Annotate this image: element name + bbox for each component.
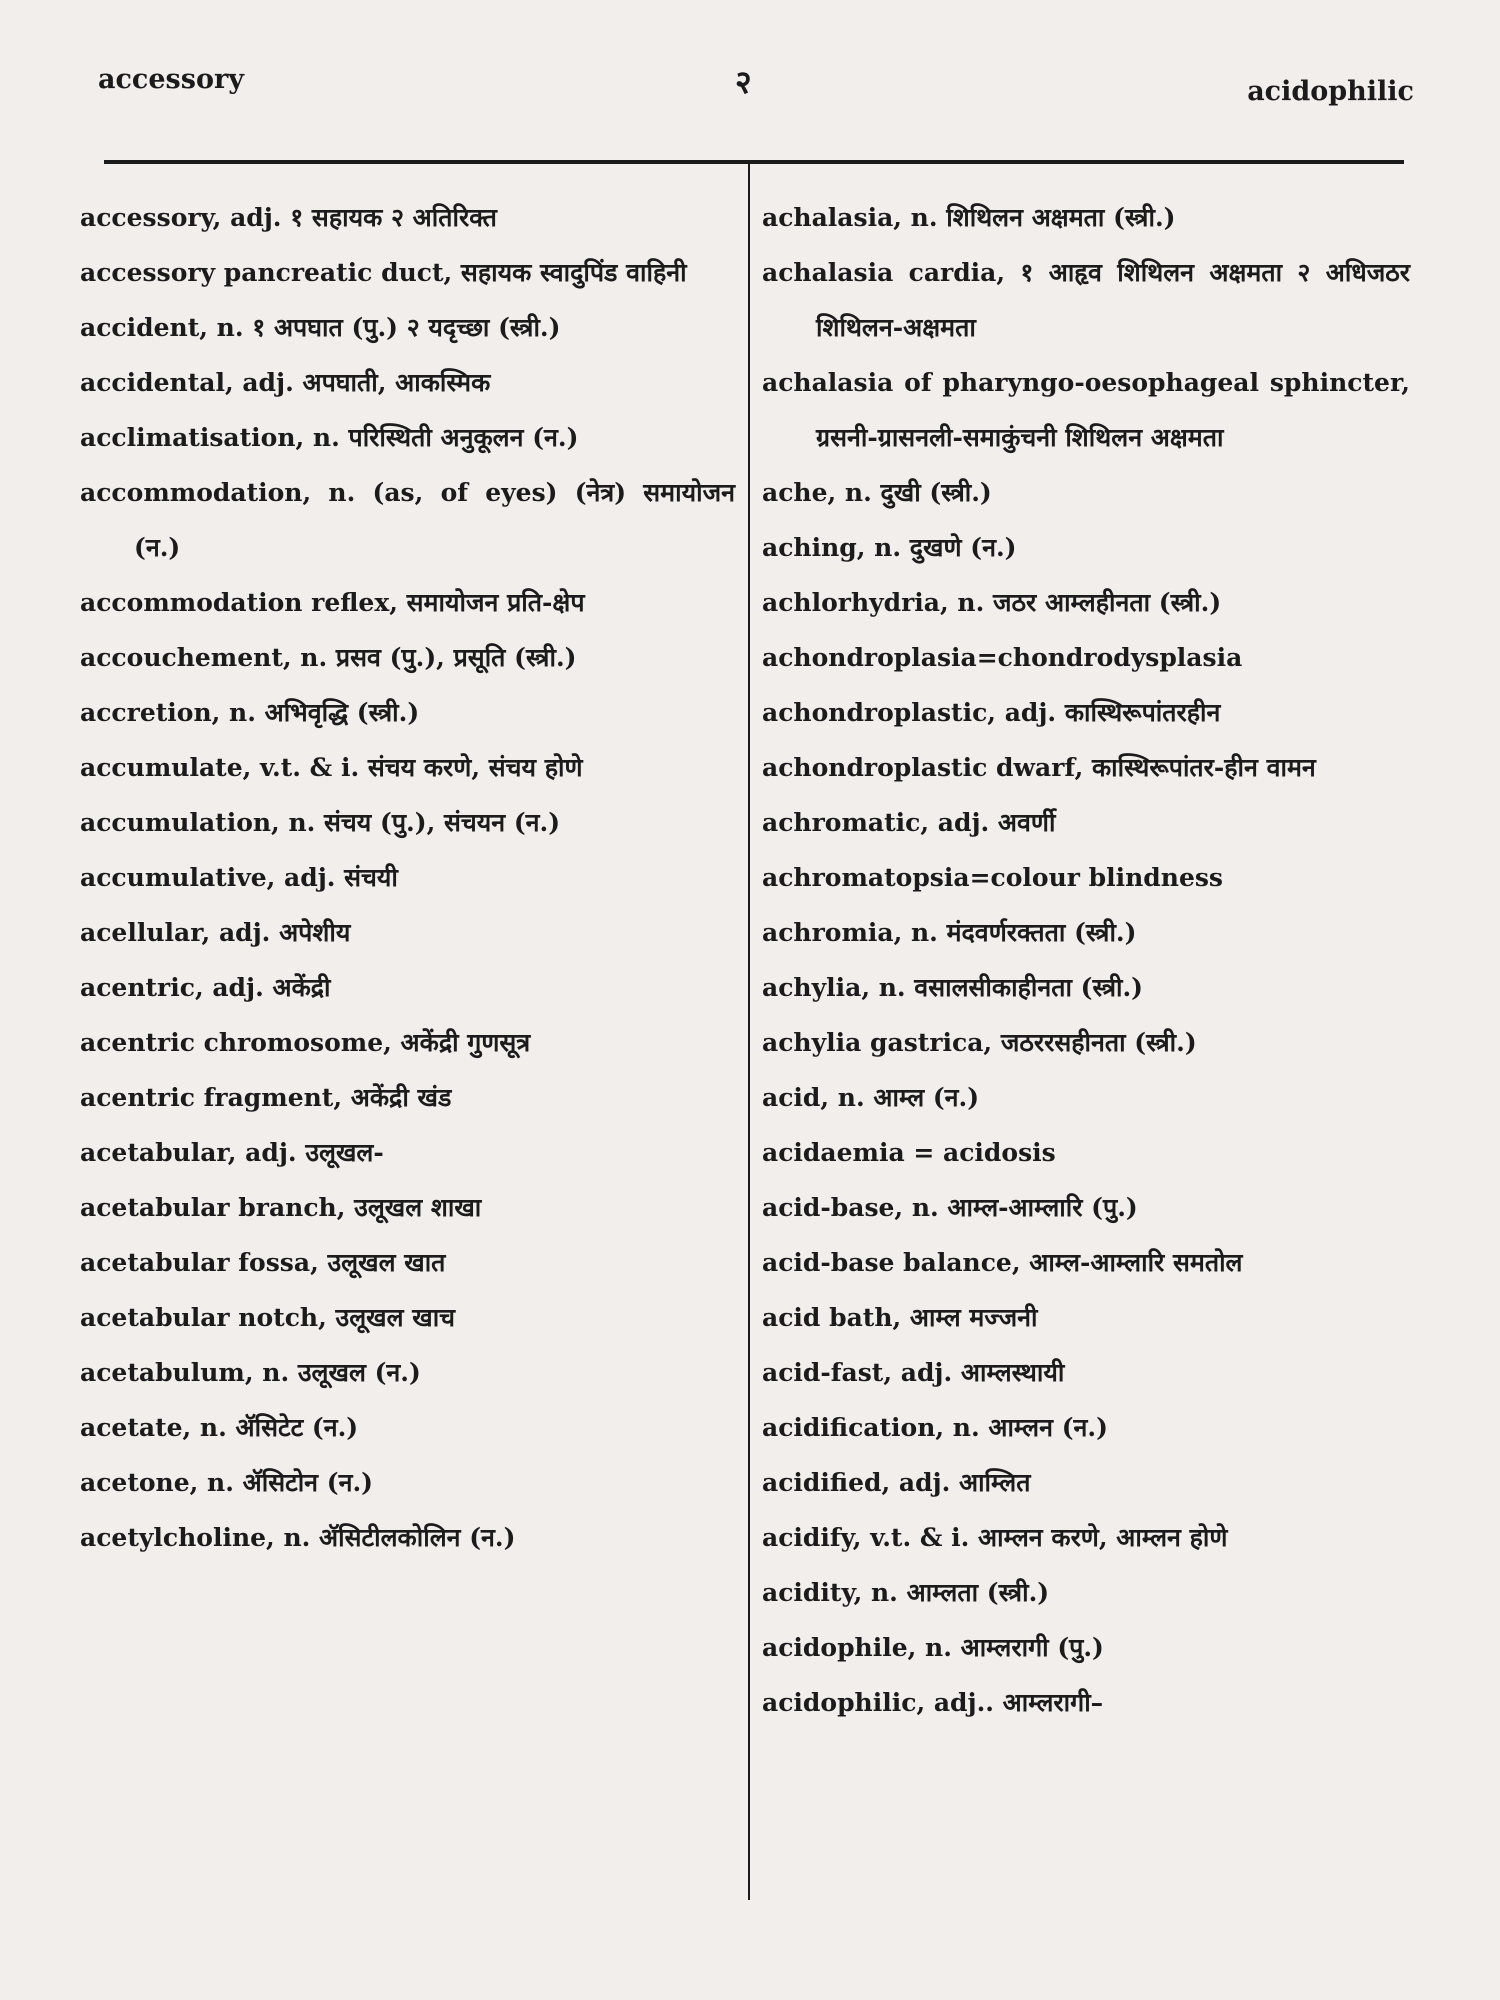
dictionary-entry: acetone, n. ॲसिटोन (न.) bbox=[80, 1468, 373, 1497]
dictionary-entry: acclimatisation, n. परिस्थिती अनुकूलन (न.) bbox=[80, 423, 579, 452]
dictionary-entry: acetabular branch, उलूखल शाखा bbox=[80, 1193, 482, 1222]
dictionary-entry: accumulation, n. संचय (पु.), संचयन (न.) bbox=[80, 808, 561, 837]
dictionary-entry: accumulative, adj. संचयी bbox=[80, 863, 398, 892]
dictionary-entry: achondroplastic, adj. कास्थिरूपांतरहीन bbox=[762, 698, 1221, 727]
dictionary-entry: acidified, adj. आम्लित bbox=[762, 1468, 1031, 1497]
dictionary-entry: acetabulum, n. उलूखल (न.) bbox=[80, 1358, 421, 1387]
dictionary-entry: acetabular fossa, उलूखल खात bbox=[80, 1248, 446, 1277]
dictionary-entry: accumulate, v.t. & i. संचय करणे, संचय होणे bbox=[80, 753, 583, 782]
column-divider bbox=[748, 160, 750, 1900]
dictionary-entry: accommodation reflex, समायोजन प्रति-क्षेप bbox=[80, 588, 585, 617]
dictionary-entry: accommodation, n. (as, of eyes) (नेत्र) समायोजन (न.) bbox=[80, 478, 735, 562]
dictionary-entry: accidental, adj. अपघाती, आकस्मिक bbox=[80, 368, 491, 397]
dictionary-entry: achondroplasia=chondrodysplasia bbox=[762, 643, 1243, 672]
dictionary-entry: acetabular notch, उलूखल खाच bbox=[80, 1303, 456, 1332]
header-right-guide-word: acidophilic bbox=[1247, 76, 1414, 107]
dictionary-entry: accessory, adj. १ सहायक २ अतिरिक्त bbox=[80, 203, 497, 232]
dictionary-entry: accident, n. १ अपघात (पु.) २ यदृच्छा (स्त्री.) bbox=[80, 313, 561, 342]
dictionary-entry: acidophilic, adj.. आम्लरागी– bbox=[762, 1688, 1104, 1717]
dictionary-entry: achondroplastic dwarf, कास्थिरूपांतर-हीन वामन bbox=[762, 753, 1316, 782]
dictionary-entry: acid-fast, adj. आम्लस्थायी bbox=[762, 1358, 1065, 1387]
dictionary-entry: acidophile, n. आम्लरागी (पु.) bbox=[762, 1633, 1104, 1662]
dictionary-entry: acid, n. आम्ल (न.) bbox=[762, 1083, 980, 1112]
right-column bbox=[762, 190, 1410, 1730]
left-column bbox=[80, 190, 735, 1565]
dictionary-entry: achlorhydria, n. जठर आम्लहीनता (स्त्री.) bbox=[762, 588, 1222, 617]
dictionary-entry: ache, n. दुखी (स्त्री.) bbox=[762, 478, 992, 507]
dictionary-entry: achromatic, adj. अवर्णी bbox=[762, 808, 1056, 837]
dictionary-entry: achalasia, n. शिथिलन अक्षमता (स्त्री.) bbox=[762, 203, 1176, 232]
dictionary-entry: acellular, adj. अपेशीय bbox=[80, 918, 351, 947]
header-left-guide-word: accessory bbox=[98, 64, 244, 95]
dictionary-entry: acetabular, adj. उलूखल- bbox=[80, 1138, 384, 1167]
dictionary-entry: acidification, n. आम्लन (न.) bbox=[762, 1413, 1108, 1442]
dictionary-entry: acidity, n. आम्लता (स्त्री.) bbox=[762, 1578, 1050, 1607]
header-rule bbox=[104, 160, 1404, 164]
dictionary-entry: achylia gastrica, जठररसहीनता (स्त्री.) bbox=[762, 1028, 1197, 1057]
dictionary-entry: acentric, adj. अकेंद्री bbox=[80, 973, 331, 1002]
dictionary-entry: acetylcholine, n. ॲसिटीलकोलिन (न.) bbox=[80, 1523, 516, 1552]
dictionary-entry: achromia, n. मंदवर्णरक्तता (स्त्री.) bbox=[762, 918, 1137, 947]
dictionary-entry: achalasia cardia, १ आहृव शिथिलन अक्षमता २ अधिजठर शिथिलन-अक्षमता bbox=[762, 258, 1410, 342]
page-number: २ bbox=[735, 63, 752, 101]
dictionary-entry: achromatopsia=colour blindness bbox=[762, 863, 1223, 892]
dictionary-entry: acentric fragment, अकेंद्री खंड bbox=[80, 1083, 452, 1112]
dictionary-entry: aching, n. दुखणे (न.) bbox=[762, 533, 1017, 562]
dictionary-entry: acid-base balance, आम्ल-आम्लारि समतोल bbox=[762, 1248, 1243, 1277]
dictionary-entry: acentric chromosome, अकेंद्री गुणसूत्र bbox=[80, 1028, 531, 1057]
dictionary-entry: acidify, v.t. & i. आम्लन करणे, आम्लन होणे bbox=[762, 1523, 1228, 1552]
dictionary-entry: accessory pancreatic duct, सहायक स्वादुपिंड वाहिनी bbox=[80, 258, 687, 287]
dictionary-entry: accretion, n. अभिवृद्धि (स्त्री.) bbox=[80, 698, 420, 727]
dictionary-entry: achylia, n. वसालसीकाहीनता (स्त्री.) bbox=[762, 973, 1143, 1002]
dictionary-entry: acetate, n. ॲसिटेट (न.) bbox=[80, 1413, 359, 1442]
dictionary-entry: acidaemia = acidosis bbox=[762, 1138, 1056, 1167]
dictionary-entry: achalasia of pharyngo-oesophageal sphincter, ग्रसनी-ग्रासनली-समाकुंचनी शिथिलन अक्षमता bbox=[762, 368, 1410, 452]
dictionary-entry: accouchement, n. प्रसव (पु.), प्रसूति (स्त्री.) bbox=[80, 643, 577, 672]
dictionary-entry: acid-base, n. आम्ल-आम्लारि (पु.) bbox=[762, 1193, 1138, 1222]
dictionary-entry: acid bath, आम्ल मज्जनी bbox=[762, 1303, 1038, 1332]
